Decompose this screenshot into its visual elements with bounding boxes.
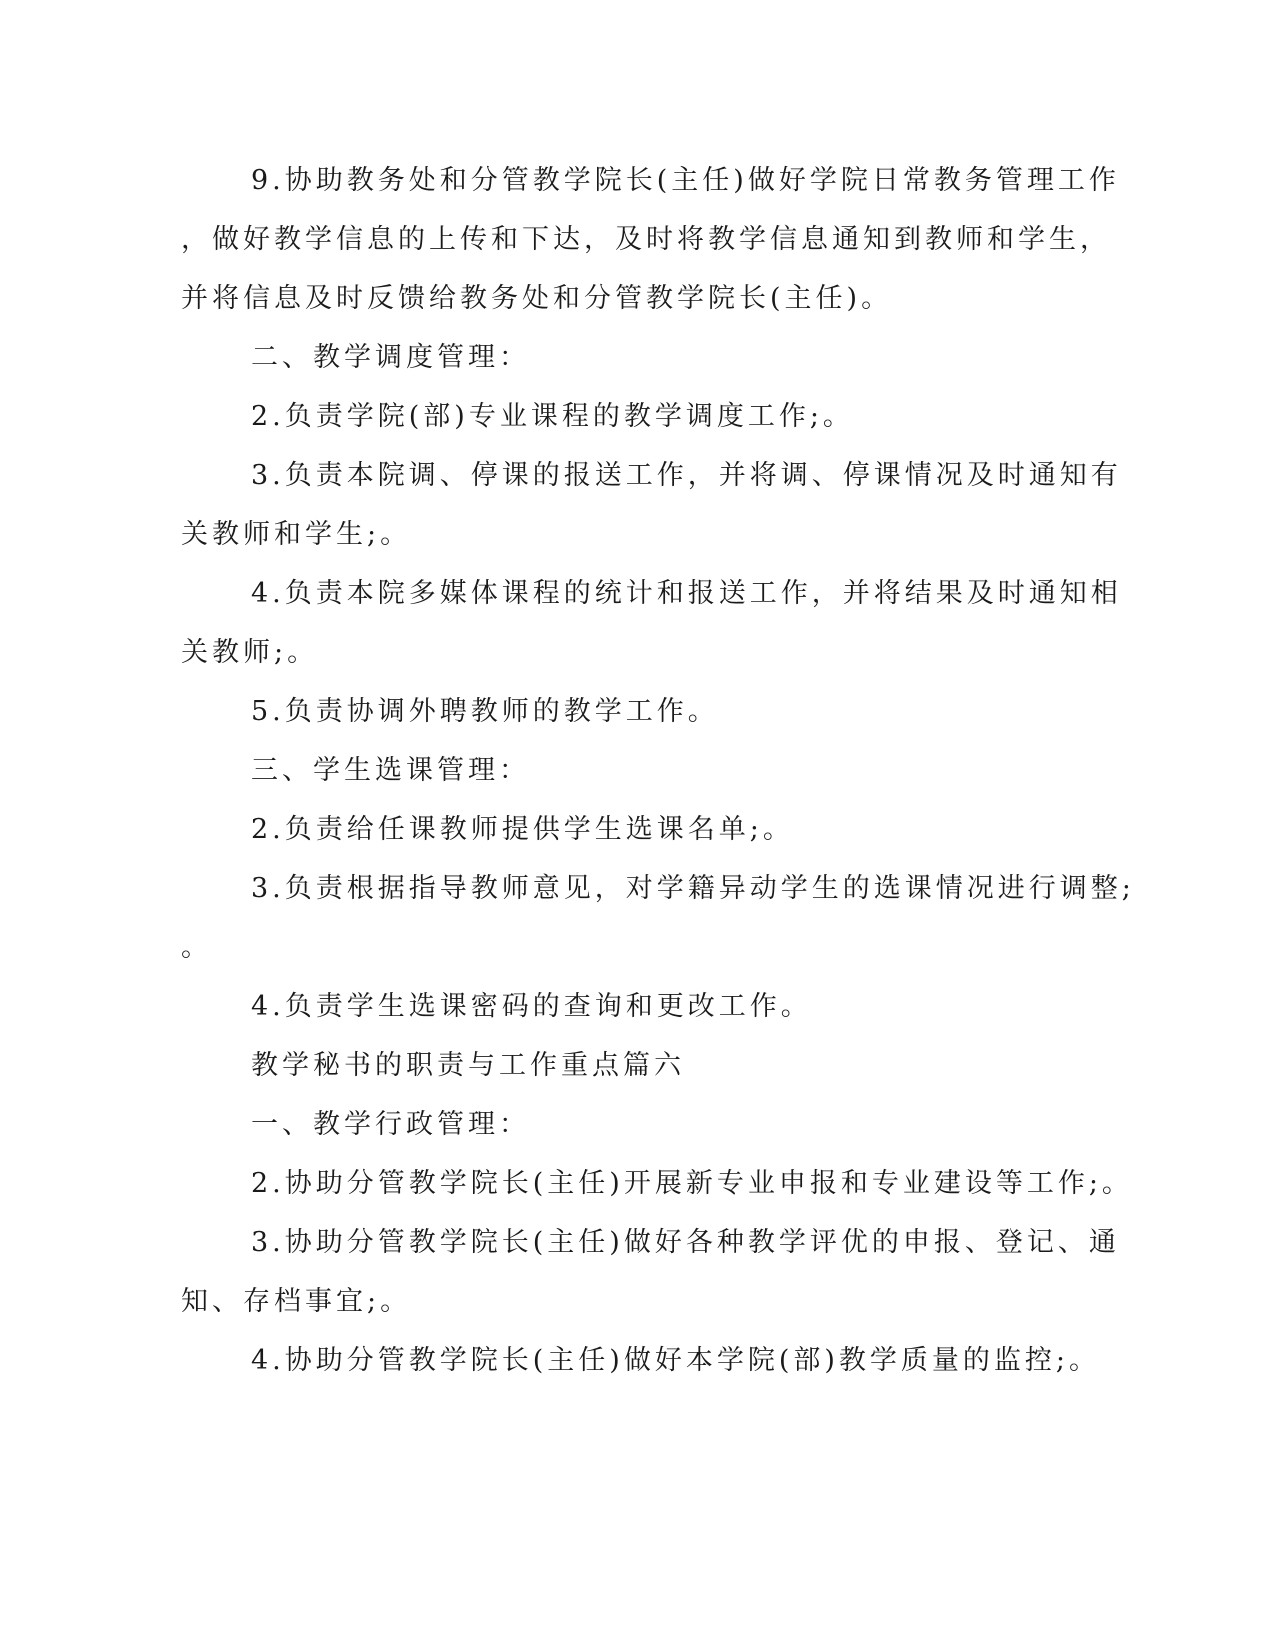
- paragraph-line: 关教师;。: [181, 637, 319, 668]
- paragraph-line: 4.负责学生选课密码的查询和更改工作。: [251, 991, 812, 1022]
- paragraph-line: 关教师和学生;。: [181, 519, 412, 550]
- paragraph-line: 知、存档事宜;。: [181, 1286, 412, 1317]
- section-heading: 一、教学行政管理：: [251, 1109, 530, 1140]
- paragraph-line: 3.协助分管教学院长(主任)做好各种教学评优的申报、登记、通: [251, 1227, 1120, 1258]
- paragraph-line: 。: [181, 932, 212, 963]
- paragraph-line: ，做好教学信息的上传和下达，及时将教学信息通知到教师和学生，: [181, 224, 1111, 255]
- paragraph-line: 2.负责学院(部)专业课程的教学调度工作;。: [251, 401, 854, 432]
- chapter-title: 教学秘书的职责与工作重点篇六: [251, 1050, 685, 1081]
- paragraph-line: 4.协助分管教学院长(主任)做好本学院(部)教学质量的监控;。: [251, 1345, 1100, 1376]
- paragraph-line: 4.负责本院多媒体课程的统计和报送工作，并将结果及时通知相: [251, 578, 1122, 609]
- paragraph-line: 2.协助分管教学院长(主任)开展新专业申报和专业建设等工作;。: [251, 1168, 1133, 1199]
- paragraph-line: 2.负责给任课教师提供学生选课名单;。: [251, 814, 794, 845]
- paragraph-line: 9.协助教务处和分管教学院长(主任)做好学院日常教务管理工作: [251, 165, 1120, 196]
- paragraph-line: 3.负责本院调、停课的报送工作，并将调、停课情况及时通知有: [251, 460, 1122, 491]
- paragraph-line: 3.负责根据指导教师意见，对学籍异动学生的选课情况进行调整;: [251, 873, 1135, 904]
- paragraph-line: 并将信息及时反馈给教务处和分管教学院长(主任)。: [181, 283, 893, 314]
- section-heading: 二、教学调度管理：: [251, 342, 530, 373]
- paragraph-line: 5.负责协调外聘教师的教学工作。: [251, 696, 719, 727]
- section-heading: 三、学生选课管理：: [251, 755, 530, 786]
